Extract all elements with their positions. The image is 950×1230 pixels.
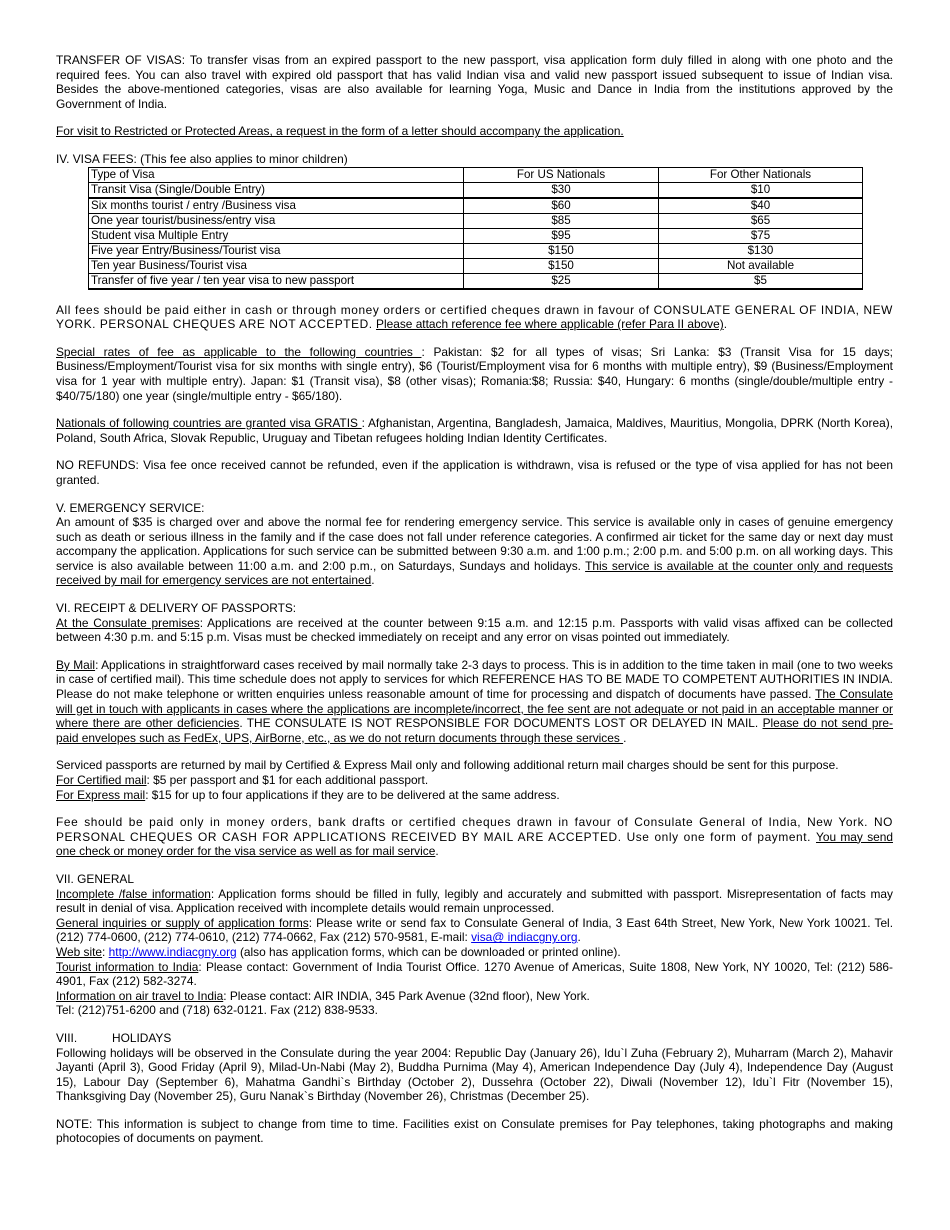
emergency-counter-note: This service is available at the counter only and requests received by mail for emergency services are not entertained <box>56 558 894 588</box>
certified-mail-label: For Certified mail <box>56 773 147 787</box>
col-other-nationals: For Other Nationals <box>659 167 863 182</box>
us-fee-cell: $85 <box>464 213 659 228</box>
holidays-paragraph: Following holidays will be observed in the Consulate during the year 2004: Republic Day (January 26), Idu`l Zuha (February 2), Muharram (March 2), Mahavir Jayanti (April 3), Good Friday (April 9), Milad-Un-Nabi (May 2), Buddha Purnima (May 4), American Independence Day (July 4), Independence Day (August 15), Labour Day (September 6), Mahatma Gandhi`s Birthday (October 2), Dussehra (October 22), Diwali (November 12), Idu`l Fitr (November 15), Thanksgiving Day (November 25), Guru Nanak`s Birthday (November 26), Christmas (December 25). <box>56 1045 893 1104</box>
emergency-text: An amount of $35 is charged over and above the normal fee for rendering emergency service. This service is available only in cases of genuine emergency such as death or serious illness in the family and if the case does not fall under reference categories. A confirmed air ticket for the same day or next day must accompany the application. Applications for such service can be submitted between 9:30 a.m. and 1:00 p.m.; 2:00 p.m. and 5:00 p.m. on all working days. This service is also available between 11:00 a.m. and 2:00 p.m., on Saturdays, Sundays and holidays. <box>56 515 893 573</box>
other-fee-cell: $10 <box>659 182 863 198</box>
visa-type-cell: Five year Entry/Business/Tourist visa <box>89 243 464 258</box>
air-travel-line <box>56 989 893 1004</box>
express-mail-label: For Express mail <box>56 787 146 802</box>
emergency-paragraph <box>56 515 893 588</box>
express-mail-line <box>56 788 893 803</box>
serviced-passports-paragraph: Serviced passports are returned by mail by Certified & Express Mail only and following additional return mail charges should be sent for this purpose. <box>56 758 839 773</box>
emergency-heading: V. EMERGENCY SERVICE: <box>56 500 205 515</box>
fee-payment-paragraph <box>56 815 893 859</box>
website-link[interactable]: http://www.indiacgny.org <box>108 944 237 959</box>
special-rates-label: Special rates of fee as applicable to the following countries <box>56 344 422 359</box>
reference-fee-note: Please attach reference fee where applicable (refer Para II above) <box>376 317 724 332</box>
tourist-info-text: : Please contact: Government of India Tourist Office. 1270 Avenue of Americas, Suite 1808, New York, NY 10020, Tel: (212) 586-4901, Fax (212) 582-3274. <box>56 959 893 989</box>
consulate-premises-text: : Applications are received at the counter between 9:15 a.m. and 12:15 p.m. Passports with valid visas affixed can be collected between 4:30 p.m. and 5:15 p.m. Visas must be checked immediately on receipt and any error on visas pointed out immediately. <box>56 615 893 645</box>
note-paragraph: NOTE: This information is subject to change from time to time. Facilities exist on Consulate premises for Pay telephones, taking photographs and making photocopies of documents on payment. <box>56 1116 893 1146</box>
other-fee-cell: $5 <box>659 273 863 289</box>
holidays-title: HOLIDAYS <box>112 1030 172 1045</box>
table-row <box>89 228 863 243</box>
col-type-of-visa: Type of Visa <box>89 167 464 182</box>
incomplete-info-label: Incomplete /false information <box>56 886 211 901</box>
gratis-label: Nationals of following countries are granted visa GRATIS <box>56 416 362 431</box>
other-fee-cell: Not available <box>659 258 863 273</box>
us-fee-cell: $30 <box>464 182 659 198</box>
website-note: (also has application forms, which can be downloaded or printed online). <box>236 944 621 959</box>
payment-end: . <box>723 317 728 332</box>
other-fee-cell: $65 <box>659 213 863 228</box>
us-fee-cell: $150 <box>464 243 659 258</box>
consulate-premises-label: At the Consulate premises <box>56 615 200 630</box>
receipt-heading: VI. RECEIPT & DELIVERY OF PASSPORTS: <box>56 601 297 616</box>
incomplete-info-text: : Application forms should be filled in fully, legibly and accurately and submitted with passport. Misrepresentation of facts may result in denial of visa. Application received with incomplete details would remain unprocessed. <box>56 886 893 916</box>
by-mail-not-responsible: . THE CONSULATE IS NOT RESPONSIBLE FOR DOCUMENTS LOST OR DELAYED IN MAIL. <box>239 716 763 731</box>
table-row <box>89 198 863 214</box>
visa-fees-heading: IV. VISA FEES: (This fee also applies to minor children) <box>56 151 348 166</box>
payment-text: All fees should be paid either in cash or through money orders or certified cheques drawn in favour of CONSULATE GENERAL OF INDIA, NEW YORK. PERSONAL CHEQUES ARE NOT ACCEPTED. <box>56 302 893 332</box>
certified-mail-text: : $5 per passport and $1 for each additional passport. <box>146 773 429 787</box>
restricted-areas-note <box>56 124 893 139</box>
inquiries-text: : Please write or send fax to Consulate General of India, 3 East 64th Street, New York, New York 10021. Tel. (212) 774-0600, (212) 774-0610, (212) 774-0662, Fax (212) 570-9581, E-mail: <box>56 915 893 945</box>
gratis-paragraph <box>56 416 893 445</box>
table-row <box>89 258 863 273</box>
table-row <box>89 273 863 289</box>
express-mail-text: : $15 for up to four applications if they are to be delivered at the same address. <box>145 787 560 802</box>
other-fee-cell: $40 <box>659 198 863 214</box>
air-travel-text: : Please contact: AIR INDIA, 345 Park Avenue (32nd floor), New York. <box>223 988 590 1003</box>
consulate-premises-paragraph <box>56 616 893 645</box>
by-mail-paragraph <box>56 658 893 746</box>
table-row <box>89 213 863 228</box>
other-fee-cell: $75 <box>659 228 863 243</box>
restricted-areas-text: For visit to Restricted or Protected Areas, a request in the form of a letter should accompany the application. <box>56 124 624 139</box>
fee-payment-end: . <box>435 844 439 859</box>
by-mail-text: : Applications in straightforward cases received by mail normally take 2-3 days to process. This is in addition to the time taken in mail (one to two weeks in case of certified mail). This time schedule does not apply to services for which REFERENCE HAS TO BE MADE TO COMPETENT AUTHORITIES IN INDIA. Please do not make telephone or written enquiries unless reasonable amount of time for processing and dispatch of documents have passed. <box>56 657 893 702</box>
tourist-info-paragraph <box>56 960 893 989</box>
table-row <box>89 243 863 258</box>
by-mail-end: . <box>623 730 627 745</box>
table-header-row <box>89 167 863 182</box>
fee-payment-text: Fee should be paid only in money orders, bank drafts or certified cheques drawn in favour of Consulate General of India, New York. NO PERSONAL CHEQUES OR CASH FOR APPLICATIONS RECEIVED BY MAIL ARE ACCEPTED. Use only one form of payment. <box>56 815 893 844</box>
visa-type-cell: Transit Visa (Single/Double Entry) <box>89 182 464 198</box>
no-refunds-paragraph: NO REFUNDS: Visa fee once received cannot be refunded, even if the application is withdrawn, visa is refused or the type of visa applied for has not been granted. <box>56 458 893 487</box>
website-label: Web site <box>56 944 103 959</box>
col-us-nationals: For US Nationals <box>464 167 659 182</box>
incomplete-info-paragraph <box>56 887 893 916</box>
inquiries-paragraph <box>56 916 893 945</box>
visa-type-cell: Six months tourist / entry /Business visa <box>89 198 464 214</box>
visa-type-cell: Student visa Multiple Entry <box>89 228 464 243</box>
holidays-number: VIII. <box>56 1030 78 1045</box>
tourist-info-label: Tourist information to India <box>56 959 199 974</box>
air-india-phone-line: Tel: (212)751-6200 and (718) 632-0121. Fax (212) 838-9533. <box>56 1003 378 1018</box>
document-page <box>56 53 893 1146</box>
gratis-text: : Afghanistan, Argentina, Bangladesh, Jamaica, Maldives, Mauritius, Mongolia, DPRK (North Korea), Poland, South Africa, Slovak Republic, Uruguay and Tibetan refugees holding Indian Identity Certificates. <box>56 416 893 445</box>
holidays-heading <box>56 1031 893 1046</box>
by-mail-label: By Mail <box>56 657 96 672</box>
general-heading: VII. GENERAL <box>56 871 134 886</box>
us-fee-cell: $150 <box>464 258 659 273</box>
visa-type-cell: One year tourist/business/entry visa <box>89 213 464 228</box>
visa-fees-table <box>88 167 863 290</box>
certified-mail-line <box>56 773 893 788</box>
other-fee-cell: $130 <box>659 243 863 258</box>
special-rates-text: : Pakistan: $2 for all types of visas; Sri Lanka: $3 (Transit Visa for 15 days; Business/Employment/Tourist visa for six months with single entry), $6 (Tourist/Employment visa for 6 months with multiple entry), $9 (Business/Employment visa for 1 year with multiple entry). Japan: $1 (Transit visa), $8 (other visas); Romania:$8; Russia: $40, Hungary: 6 months (single/double/multiple entry - $40/75/180) one year (single/multiple entry - $65/180). <box>56 344 893 403</box>
by-mail-contact-note: The Consulate will get in touch with applicants in cases where the applications are incomplete/incorrect, the fee sent are not adequate or not paid in an acceptable manner or where there are other deficiencies <box>56 687 894 731</box>
email-link[interactable]: visa@ indiacgny.org <box>471 930 578 945</box>
inquiries-end: . <box>577 930 581 945</box>
by-mail-envelopes-note: Please do not send pre-paid envelopes such as FedEx, UPS, AirBorne, etc., as we do not return documents through these services <box>56 716 894 745</box>
air-travel-label: Information on air travel to India <box>56 988 224 1003</box>
visa-type-cell: Ten year Business/Tourist visa <box>89 258 464 273</box>
fee-payment-note: You may send one check or money order for the visa service as well as for mail service <box>56 829 893 859</box>
us-fee-cell: $60 <box>464 198 659 214</box>
special-rates-paragraph <box>56 345 893 403</box>
table-row <box>89 182 863 198</box>
us-fee-cell: $25 <box>464 273 659 289</box>
website-line <box>56 945 893 960</box>
emergency-end: . <box>371 573 375 588</box>
website-sep: : <box>102 944 109 959</box>
transfer-of-visas-paragraph: TRANSFER OF VISAS: To transfer visas from an expired passport to the new passport, visa application form duly filled in along with one photo and the required fees. You can also travel with expired old passport that has valid Indian visa and valid new passport issued subsequent to issue of Indian visa. Besides the above-mentioned categories, visas are also available for learning Yoga, Music and Dance in India from the institutions approved by the Government of India. <box>56 53 893 111</box>
visa-type-cell: Transfer of five year / ten year visa to new passport <box>89 273 464 289</box>
inquiries-label: General inquiries or supply of application forms <box>56 915 309 930</box>
us-fee-cell: $95 <box>464 228 659 243</box>
payment-paragraph <box>56 303 893 332</box>
